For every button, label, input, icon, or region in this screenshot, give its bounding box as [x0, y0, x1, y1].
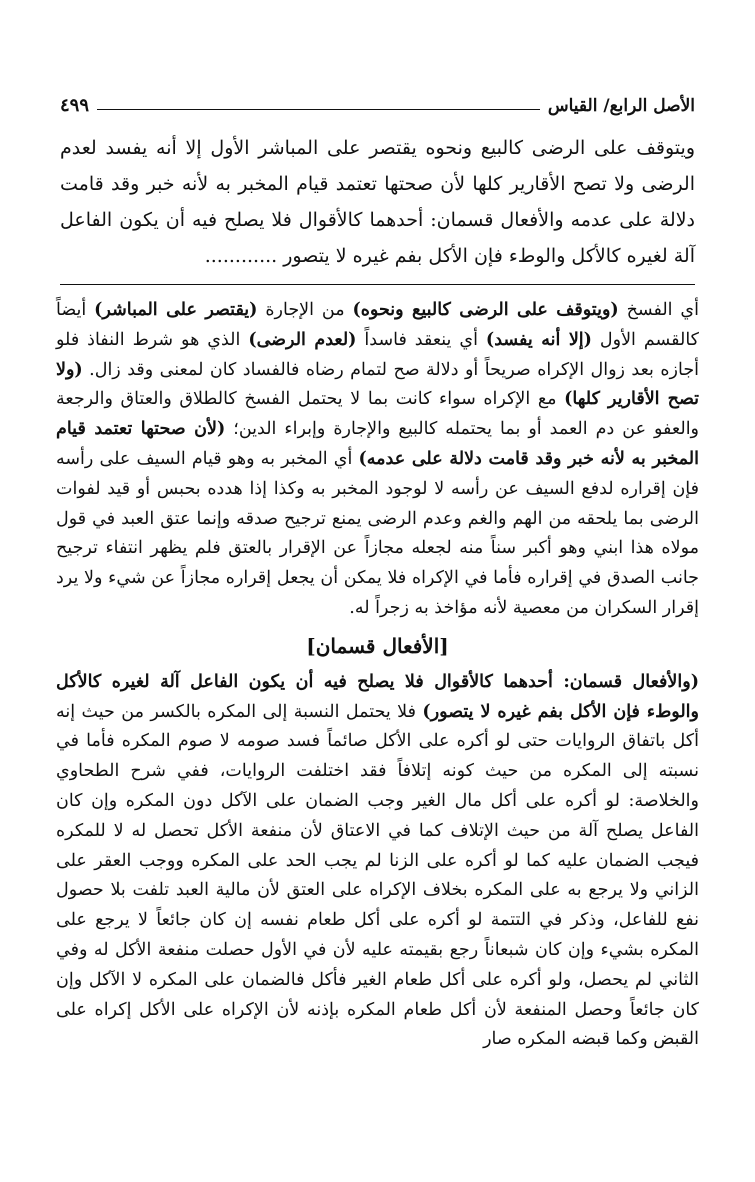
- commentary-text: أيضاً كالقسم الأول: [56, 300, 699, 350]
- main-text-line: ويتوقف على الرضى كالبيع ونحوه يقتصر على المباشر الأول إلا أنه يفسد لعدم: [60, 137, 695, 159]
- main-text-line: قامت دلالة على عدمه والأفعال قسمان: أحدهما كالأقوال فلا يصلح فيه أن: [60, 173, 695, 231]
- page-number: ٤٩٩: [60, 95, 90, 116]
- quoted-matn: (ويتوقف على الرضى كالبيع ونحوه): [352, 300, 619, 320]
- commentary-text: مع الإكراه سواء كانت بما لا يحتمل الفسخ كالطلاق والعتاق والرجعة والعفو عن دم العمد أو بما يحتمله كالبيع والإجارة وإبراء الدين؛: [56, 389, 700, 440]
- commentary-text: أي ينعقد فاسداً: [356, 329, 486, 350]
- commentary: [56, 296, 699, 1055]
- section-heading: [الأفعال قسمان]: [306, 633, 449, 658]
- commentary-paragraph-1: [56, 296, 699, 624]
- header-rule: [97, 109, 540, 110]
- quoted-matn: (ولا تصح الأقارير كلها): [56, 359, 699, 410]
- quoted-matn: (إلا أنه يفسد): [485, 329, 592, 350]
- quoted-matn: (لأن صحتها تعتمد قيام المخبر به لأنه خبر وقد قامت دلالة على عدمه): [56, 419, 699, 469]
- commentary-paragraph-2: [56, 668, 699, 1055]
- commentary-text: أي الفسخ: [618, 300, 699, 320]
- quoted-matn: (والأفعال قسمان: أحدهما كالأقوال فلا يصلح فيه أن يكون الفاعل آلة لغيره كالأكل والوطء فإن الأكل بفم غيره لا يتصور): [56, 671, 699, 722]
- main-text: [60, 130, 695, 274]
- quoted-matn: (يقتصر على المباشر): [94, 300, 258, 320]
- footnote-separator: [60, 284, 695, 285]
- quoted-matn: (لعدم الرضى): [248, 329, 357, 350]
- commentary-text: الذي هو شرط النفاذ فلو أجازه بعد زوال الإكراه صريحاً أو دلالة صح لتمام رضاه فالفساد كان لمعنى وقد زال.: [56, 329, 699, 380]
- main-text-line: الرضى ولا تصح الأقارير كلها لأن صحتها تعتمد قيام المخبر به لأنه خبر وقد: [111, 173, 695, 195]
- commentary-text: فلا يحتمل النسبة إلى المكره بالكسر من حيث إنه أكل باتفاق الروايات حتى لو أكره على الأكل صائماً فسد صومه لا صوم المكره فأما في نسبته إلى المكره من حيث كونه إتلافاً فقد اختلفت الروايات، ففي شرح الطحاوي والخلاصة: لو أكره على أكل مال الغير وجب الضمان على الآكل دون المكره وإن كان الفاعل يصلح آلة من حيث الإتلاف كما في الاعتاق لأن منفعة الأكل تحصل له لا للمكره فيجب الضمان عليه كما لو أكره على الزنا لم يجب الحد على المكره ووجب العقر على الزاني ولا يرجع به على المكره بخلاف الإكراه على العتق لأن مالية العبد تلفت بلا حصول نفع للفاعل، وذكر في التتمة لو أكره على أكل طعام نفسه إن كان جائعاً لا يرجع على المكره بشيء وإن كان شبعاناً رجع بقيمته عليه لأن في الأول حصلت منفعة الأكل له وفي الثاني لم يحصل، ولو أكره على أكل طعام الغير فأكل فالضمان على المكره لا الآكل وإن كان جائعاً وحصل المنفعة لأن أكل طعام المكره بإذنه لأن الإكراه على الأكل إكراه على القبض وكما قبضه المكره صار: [56, 701, 699, 1050]
- chapter-title: الأصل الرابع/ القياس: [547, 96, 695, 116]
- page-header: [60, 92, 695, 116]
- commentary-text: أي المخبر به وهو قيام السيف على رأسه فإن إقراره لدفع السيف عن رأسه لا لوجود المخبر به وكذا إذا هدده بحبس أو قيد لفوات الرضى بما يلحقه من الهم والغم وعدم الرضى يمنع ترجيح صدقه وإنما عتق العبد في قول مولاه هذا ابني وهو أكبر سناً منه لجعله مجازاً عن الإقرار بالعتق فلم يظهر انتفاء ترجيح جانب الصدق في إقراره فأما في الإكراه فلا يمكن أن يجعل إقراره مجازاً عن شيء ولا يرد إقرار السكران من معصية لأنه مؤاخذ به زجراً له.: [56, 448, 699, 618]
- commentary-text: من الإجارة: [257, 300, 353, 320]
- main-text-line: يكون الفاعل آلة لغيره كالأكل والوطء فإن الأكل بفم غيره لا يتصور ............: [60, 209, 695, 267]
